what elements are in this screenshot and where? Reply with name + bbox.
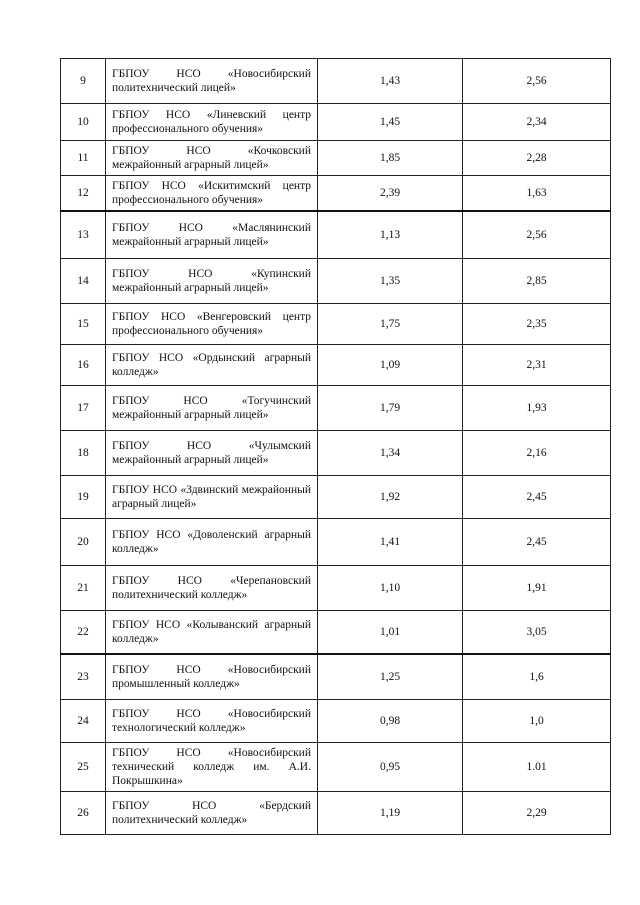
table-row (61, 743, 611, 792)
row-number: 14 (61, 259, 106, 304)
institution-name: ГБПОУ НСО «Черепановский политехнический колледж» (106, 566, 318, 611)
row-number: 23 (61, 654, 106, 700)
row-number: 16 (61, 345, 106, 386)
institution-name: ГБПОУ НСО «Новосибирский технический колледж им. А.И. Покрышкина» (106, 743, 318, 792)
institution-name: ГБПОУ НСО «Новосибирский промышленный колледж» (106, 654, 318, 700)
row-number: 18 (61, 431, 106, 476)
value-col-1: 1,41 (318, 519, 463, 566)
institution-name: ГБПОУ НСО «Искитимский центр профессионального обучения» (106, 176, 318, 212)
value-col-2: 2,31 (463, 345, 611, 386)
institution-name: ГБПОУ НСО «Доволенский аграрный колледж» (106, 519, 318, 566)
value-col-2: 1.01 (463, 743, 611, 792)
value-col-2: 2,45 (463, 476, 611, 519)
table-row (61, 176, 611, 212)
table-row (61, 345, 611, 386)
institution-name: ГБПОУ НСО «Линевский центр профессионального обучения» (106, 104, 318, 141)
value-col-1: 1,43 (318, 59, 463, 104)
row-number: 15 (61, 304, 106, 345)
value-col-1: 0,95 (318, 743, 463, 792)
table-row (61, 431, 611, 476)
table-row (61, 304, 611, 345)
value-col-1: 1,13 (318, 211, 463, 259)
institution-name: ГБПОУ НСО «Тогучинский межрайонный аграрный лицей» (106, 386, 318, 431)
table-row (61, 59, 611, 104)
row-number: 19 (61, 476, 106, 519)
value-col-1: 1,75 (318, 304, 463, 345)
value-col-1: 1,19 (318, 792, 463, 835)
value-col-2: 2,16 (463, 431, 611, 476)
table-row (61, 104, 611, 141)
value-col-2: 2,35 (463, 304, 611, 345)
row-number: 9 (61, 59, 106, 104)
value-col-1: 1,34 (318, 431, 463, 476)
row-number: 12 (61, 176, 106, 212)
table-row (61, 519, 611, 566)
institution-name: ГБПОУ НСО «Ордынский аграрный колледж» (106, 345, 318, 386)
table-row (61, 211, 611, 259)
row-number: 20 (61, 519, 106, 566)
row-number: 24 (61, 700, 106, 743)
value-col-1: 1,10 (318, 566, 463, 611)
institution-name: ГБПОУ НСО «Здвинский межрайонный аграрный лицей» (106, 476, 318, 519)
institution-name: ГБПОУ НСО «Новосибирский политехнический лицей» (106, 59, 318, 104)
row-number: 21 (61, 566, 106, 611)
value-col-1: 1,85 (318, 141, 463, 176)
value-col-2: 3,05 (463, 611, 611, 655)
row-number: 11 (61, 141, 106, 176)
institution-name: ГБПОУ НСО «Кочковский межрайонный аграрный лицей» (106, 141, 318, 176)
table-row (61, 386, 611, 431)
institution-name: ГБПОУ НСО «Новосибирский технологический колледж» (106, 700, 318, 743)
value-col-2: 1,6 (463, 654, 611, 700)
value-col-1: 1,01 (318, 611, 463, 655)
value-col-1: 1,25 (318, 654, 463, 700)
value-col-1: 1,35 (318, 259, 463, 304)
table-row (61, 700, 611, 743)
value-col-1: 1,79 (318, 386, 463, 431)
row-number: 10 (61, 104, 106, 141)
value-col-2: 1,63 (463, 176, 611, 212)
row-number: 17 (61, 386, 106, 431)
value-col-2: 2,34 (463, 104, 611, 141)
value-col-2: 2,56 (463, 59, 611, 104)
institution-name: ГБПОУ НСО «Венгеровский центр профессионального обучения» (106, 304, 318, 345)
table-row (61, 476, 611, 519)
value-col-2: 2,56 (463, 211, 611, 259)
table-row (61, 792, 611, 835)
table-row (61, 566, 611, 611)
institution-name: ГБПОУ НСО «Маслянинский межрайонный аграрный лицей» (106, 211, 318, 259)
institution-name: ГБПОУ НСО «Чулымский межрайонный аграрный лицей» (106, 431, 318, 476)
row-number: 22 (61, 611, 106, 655)
value-col-1: 1,45 (318, 104, 463, 141)
value-col-1: 1,09 (318, 345, 463, 386)
data-table (60, 58, 611, 835)
value-col-2: 2,29 (463, 792, 611, 835)
value-col-2: 2,45 (463, 519, 611, 566)
value-col-2: 2,85 (463, 259, 611, 304)
table-row (61, 611, 611, 655)
row-number: 25 (61, 743, 106, 792)
row-number: 13 (61, 211, 106, 259)
table-row (61, 259, 611, 304)
table-row (61, 141, 611, 176)
value-col-1: 0,98 (318, 700, 463, 743)
value-col-2: 1,0 (463, 700, 611, 743)
institution-name: ГБПОУ НСО «Колыванский аграрный колледж» (106, 611, 318, 655)
institution-name: ГБПОУ НСО «Бердский политехнический колледж» (106, 792, 318, 835)
row-number: 26 (61, 792, 106, 835)
table-row (61, 654, 611, 700)
value-col-2: 2,28 (463, 141, 611, 176)
institution-name: ГБПОУ НСО «Купинский межрайонный аграрный лицей» (106, 259, 318, 304)
value-col-1: 2,39 (318, 176, 463, 212)
value-col-1: 1,92 (318, 476, 463, 519)
value-col-2: 1,93 (463, 386, 611, 431)
value-col-2: 1,91 (463, 566, 611, 611)
